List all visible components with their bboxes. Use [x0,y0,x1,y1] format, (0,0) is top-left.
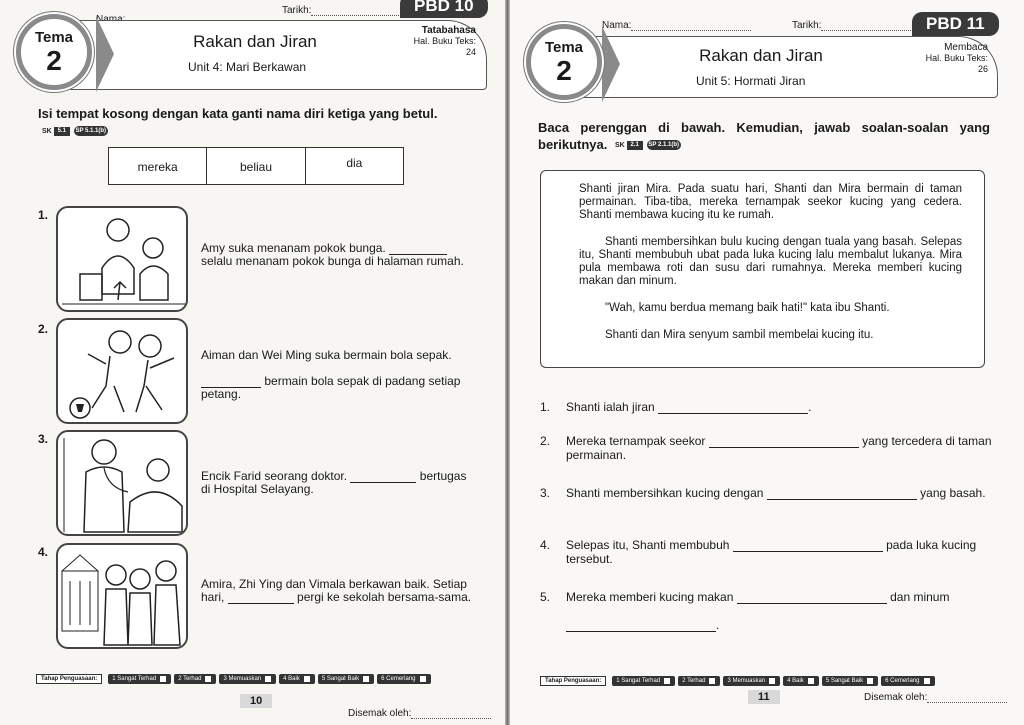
checked-by-field[interactable]: Disemak oleh: [348,708,491,719]
passage-paragraph: Shanti jiran Mira. Pada suatu hari, Shanti dan Mira bermain di taman permainan. Tiba-tiba, mereka ternampak seekor kucing yang cedera. Shanti membawa kucing itu ke rumah. [579,183,962,221]
answer-blank[interactable] [767,489,917,500]
tema-arrow [602,26,620,102]
answer-blank[interactable] [658,403,808,414]
reading-passage [540,170,985,368]
word-bank-cell: mereka [109,148,207,184]
level-checkbox[interactable]: 2 Terhad [678,676,720,686]
instruction-text: Isi tempat kosong dengan kata ganti nama diri ketiga yang betul. SK 5.1 SP 5.1.1(b) [38,105,478,140]
instruction-text: Baca perenggan di bawah. Kemudian, jawab soalan-soalan yang berikutnya. SK 2.1 SP 2.1.1(b) [538,119,990,154]
page-title: Rakan dan Jiran [193,32,317,51]
textbook-ref: Tatabahasa Hal. Buku Teks: 24 [413,25,476,57]
level-checkbox[interactable]: 6 Cemerlang [881,676,934,686]
illustration-gardening [56,206,188,312]
textbook-ref: Membaca Hal. Buku Teks: 26 [925,42,988,74]
level-checkbox[interactable]: 5 Sangat Baik [822,676,878,686]
answer-blank[interactable] [737,593,887,604]
word-bank-cell: beliau [207,148,305,184]
pbd-badge: PBD 10 [400,0,488,18]
illustration-football [56,318,188,424]
illustration-doctor [56,430,188,536]
mastery-level-bar: Tahap Penguasaan: 1 Sangat Terhad 2 Terhad 3 Memuaskan 4 Baik 5 Sangat Baik 6 Cemerlang [540,676,938,686]
level-checkbox[interactable]: 4 Baik [279,674,315,684]
page-number: 11 [748,690,780,704]
worksheet-page-right [510,0,1024,725]
pbd-badge: PBD 11 [912,12,999,36]
tema-arrow [96,16,114,92]
question-item: 3. Shanti membersihkan kucing dengan yang basah. [540,486,986,500]
page-title: Rakan dan Jiran [699,46,823,65]
question-number: 3. [38,432,49,446]
page-number: 10 [240,694,272,708]
question-text: Amira, Zhi Ying dan Vimala berkawan baik. Setiap hari, pergi ke sekolah bersama-sama. [201,577,472,604]
word-bank-cell: dia [346,156,363,170]
level-checkbox[interactable]: 5 Sangat Baik [318,674,374,684]
answer-blank[interactable] [228,593,294,604]
level-checkbox[interactable]: 4 Baik [783,676,819,686]
passage-paragraph: Shanti dan Mira senyum sambil membelai kucing itu. [605,329,874,341]
level-checkbox[interactable]: 3 Memuaskan [723,676,780,686]
tema-badge: Tema 2 [16,14,92,90]
unit-title: Unit 4: Mari Berkawan [188,60,307,74]
unit-title: Unit 5: Hormati Jiran [696,74,806,88]
answer-blank[interactable] [709,437,859,448]
date-field[interactable]: Tarikh: [282,5,401,16]
illustration-friends [56,543,188,649]
question-item: 5. Mereka memberi kucing makan dan minum . [540,590,950,632]
answer-blank[interactable] [733,541,883,552]
checked-by-field[interactable]: Disemak oleh: [864,692,1007,703]
level-checkbox[interactable]: 3 Memuaskan [219,674,276,684]
question-item: 4. Selepas itu, Shanti membubuh pada luka kucing tersebut. [540,538,977,566]
answer-blank[interactable] [350,472,416,483]
passage-paragraph: "Wah, kamu berdua memang baik hati!" kata ibu Shanti. [605,302,890,314]
level-checkbox[interactable]: 6 Cemerlang [377,674,430,684]
question-item: 1. Shanti ialah jiran . [540,400,812,414]
mastery-level-bar: Tahap Penguasaan: 1 Sangat Terhad 2 Terhad 3 Memuaskan 4 Baik 5 Sangat Baik 6 Cemerlang [36,674,434,684]
answer-blank[interactable] [566,621,716,632]
level-checkbox[interactable]: 1 Sangat Terhad [108,674,171,684]
sk-tag: SK 5.1 SP 5.1.1(b) [42,127,107,136]
sk-tag: SK 2.1 SP 2.1.1(b) [614,141,679,150]
date-field[interactable]: Tarikh: [792,20,911,31]
question-text: Amy suka menanam pokok bunga. selalu menanam pokok bunga di halaman rumah. [201,241,464,268]
worksheet-page-left [0,0,505,725]
question-text: Encik Farid seorang doktor. bertugas di Hospital Selayang. [201,469,467,496]
question-text: Aiman dan Wei Ming suka bermain bola sepak. bermain bola sepak di padang setiap petang. [201,348,461,401]
question-item: 2. Mereka ternampak seekor yang tercedera di taman permainan. [540,434,992,462]
level-checkbox[interactable]: 1 Sangat Terhad [612,676,675,686]
level-checkbox[interactable]: 2 Terhad [174,674,216,684]
question-number: 4. [38,545,49,559]
question-number: 2. [38,322,49,336]
word-bank-table [108,147,404,185]
passage-paragraph: Shanti membersihkan bulu kucing dengan tuala yang basah. Selepas itu, Shanti membubuh ubat pada luka kucing lalu membalut lukanya. Mira pula membawa roti dan susu dari rumahnya. Mereka memberi kucing makan dan minum. [579,236,962,287]
question-number: 1. [38,208,49,222]
name-field[interactable]: Nama: [602,20,751,31]
tema-badge: Tema 2 [526,24,602,100]
